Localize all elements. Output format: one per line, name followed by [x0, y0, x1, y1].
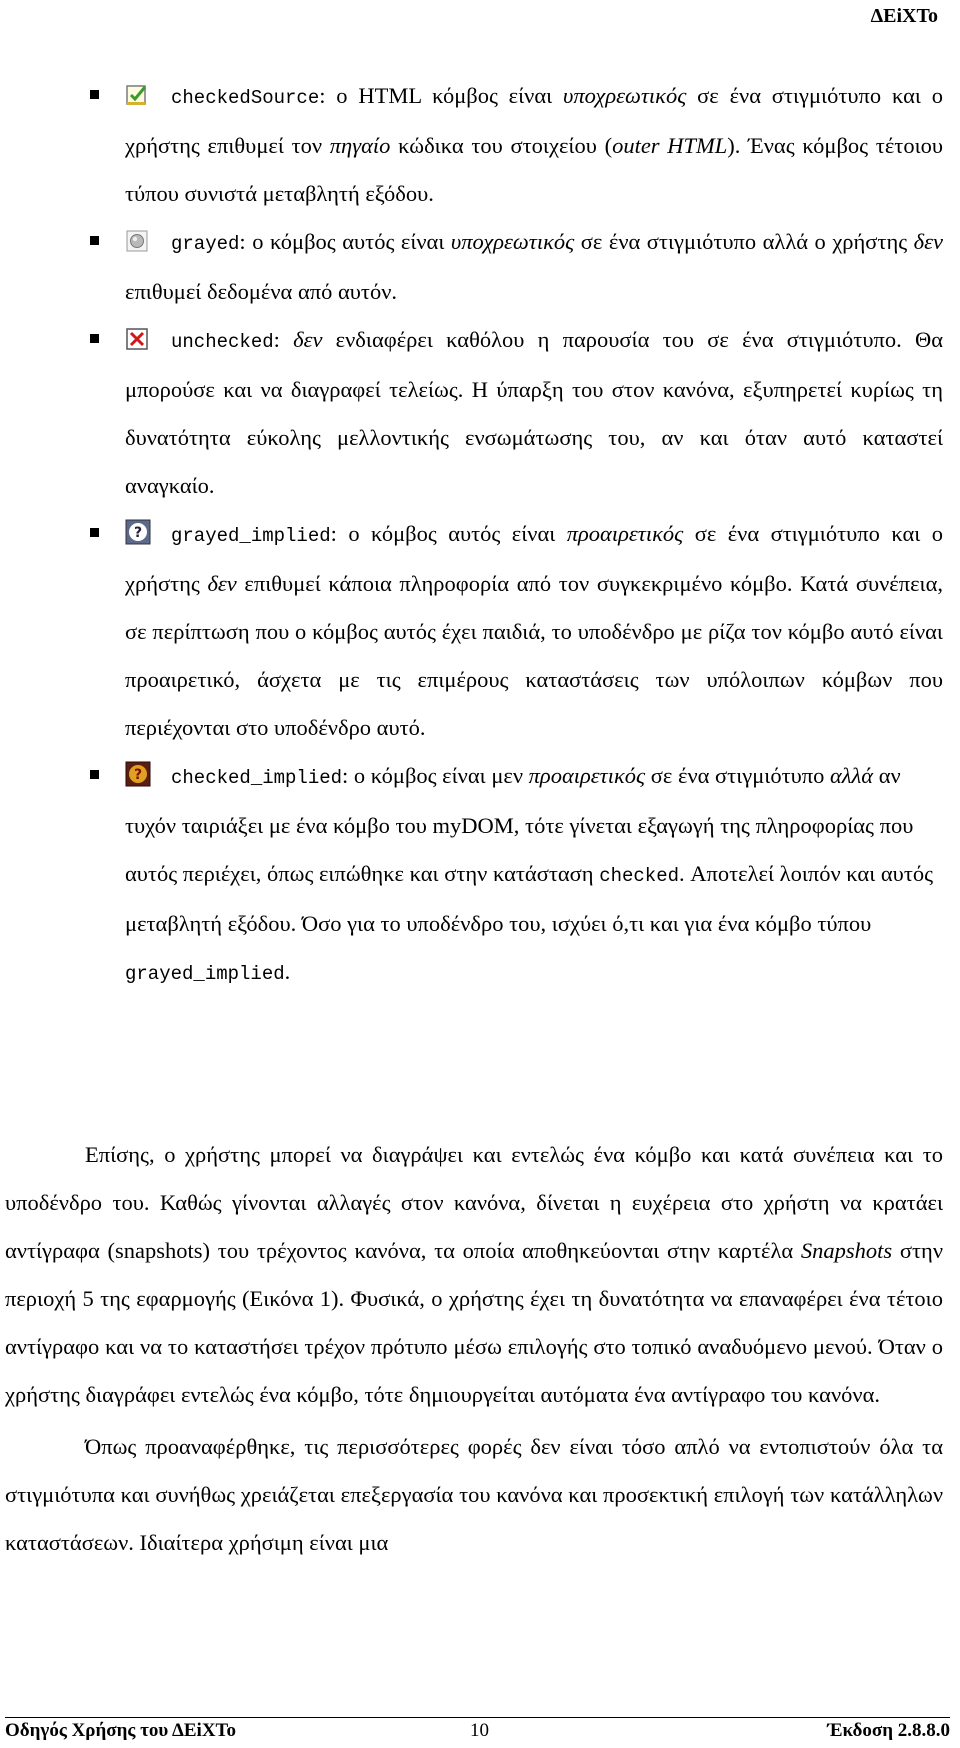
state-code: grayed_implied — [171, 525, 331, 547]
emphasis-text: δεν — [207, 571, 237, 596]
text-run: . — [284, 959, 291, 984]
list-item — [0, 316, 960, 510]
text-run: στην περιοχή 5 της εφαρμογής (Εικόνα 1). Φυσικά, ο χρήστης έχει τη δυνατότητα να επαναφέρει ένα τέτοιο αντίγραφο και να το καταστήσει τρέχον πρότυπο μέσω επιλογής στο τοπικό αναδυόμενο μενού. Όταν ο χρήστης διαγράφει εντελώς ένα κόμβο, τότε δημιουργείται αυτόματα ένα αντίγραφο του κανόνα. — [5, 1238, 943, 1407]
list-item — [0, 218, 960, 316]
bullet-icon — [90, 236, 99, 245]
text-run: κώδικα του στοιχείου ( — [390, 133, 613, 158]
emphasis-text: Snapshots — [800, 1238, 893, 1263]
text-run: ενδιαφέρει καθόλου η παρουσία του σε ένα στιγμιότυπο. Θα μπορούσε και να διαγραφεί τελείως. Η ύπαρξη του στον κανόνα, εξυπηρετεί κυρίως τη δυνατότητα εύκολης μελλοντικής ενσωμάτωσης του, αν και όταν αυτό καταστεί αναγκαίο. — [125, 327, 943, 498]
list-item — [0, 72, 960, 218]
footer-guide-title: Οδηγός Χρήσης του ΔΕiΧΤο — [5, 1720, 237, 1741]
text-run: σε ένα στιγμιότυπο και ο χρήστης — [125, 521, 943, 596]
list-item — [0, 510, 960, 752]
emphasis-text: προαιρετικός — [528, 763, 646, 788]
text-run: : ο κόμβος είναι μεν — [342, 763, 529, 788]
text-run: ). Ένας κόμβος τέτοιου τύπου συνιστά μεταβλητή εξόδου. — [125, 133, 944, 206]
paragraph — [5, 1423, 943, 1567]
text-run: : ο κόμβος αυτός είναι — [239, 229, 451, 254]
text-run: . Αποτελεί λοιπόν και αυτός μεταβλητή εξόδου. Όσο για το υποδένδρο του, ισχύει ό,τι και για ένα κόμβο τύπου — [125, 861, 934, 936]
item-text — [125, 510, 960, 752]
text-run: επιθυμεί δεδομένα από αυτόν. — [125, 279, 398, 304]
bullet-icon — [90, 334, 99, 343]
state-code: checkedSource — [171, 87, 320, 109]
text-run: : — [273, 327, 294, 352]
checked-implied-icon — [125, 756, 149, 783]
text-run: : ο HTML κόμβος είναι — [319, 83, 564, 108]
emphasis-text: πηγαίο — [329, 133, 391, 158]
paragraph — [5, 1131, 943, 1419]
code-text: grayed_implied — [125, 963, 285, 985]
item-text — [125, 752, 960, 998]
grayed-icon — [125, 222, 149, 246]
footer-version: Έκδοση 2.8.8.0 — [827, 1720, 950, 1741]
text-run: Επίσης, ο χρήστης μπορεί να διαγράψει και εντελώς ένα κόμβο και κατά συνέπεια και το υποδένδρο του. Καθώς γίνονται αλλαγές στον κανόνα, δίνεται η ευχέρεια στο χρήστη να κρατάει αντίγραφα (snapshots) του τρέχοντος κανόνα, τα οποία αποθηκεύονται στην καρτέλα — [5, 1142, 943, 1263]
bullet-icon — [90, 528, 99, 537]
emphasis-text: δεν — [913, 229, 943, 254]
item-text — [125, 72, 960, 218]
page-header-title: ΔΕiΧΤο — [870, 5, 938, 27]
grayed-implied-icon — [125, 514, 149, 541]
footer-divider — [5, 1717, 950, 1718]
text-run: σε ένα στιγμιότυπο αλλά ο χρήστης — [574, 229, 914, 254]
bullet-icon — [90, 90, 99, 99]
checked-source-icon — [125, 76, 149, 100]
svg-text:?: ? — [133, 767, 143, 783]
node-state-list — [0, 72, 960, 998]
svg-text:?: ? — [133, 525, 143, 541]
state-code: checked_implied — [171, 767, 343, 789]
item-text — [125, 316, 960, 510]
text-run: επιθυμεί κάποια πληροφορία από τον συγκεκριμένο κόμβο. Κατά συνέπεια, σε περίπτωση που ο κόμβος αυτός έχει παιδιά, το υποδένδρο με ρίζα τον κόμβο αυτό είναι προαιρετικό, άσχετα με τις επιμέρους καταστάσεις των υπόλοιπων κόμβων που περιέχονται στο υποδένδρο αυτό. — [125, 571, 943, 740]
text-run: αν τυχόν ταιριάξει με ένα κόμβο του myDOM, τότε γίνεται εξαγωγή της πληροφορίας που αυτός περιέχει, όπως ειπώθηκε και στην κατάσταση — [125, 763, 914, 886]
state-code: grayed — [171, 233, 240, 255]
emphasis-text: προαιρετικός — [566, 521, 684, 546]
state-code: unchecked — [171, 331, 274, 353]
emphasis-text: υποχρεωτικός — [450, 229, 575, 254]
emphasis-text: outer HTML — [612, 133, 728, 158]
text-run: σε ένα στιγμιότυπο — [645, 763, 830, 788]
item-text — [125, 218, 960, 316]
text-run: : ο κόμβος αυτός είναι — [330, 521, 567, 546]
emphasis-text: δεν — [293, 327, 323, 352]
emphasis-text: υποχρεωτικός — [563, 83, 687, 108]
text-run: σε ένα στιγμιότυπο και ο χρήστης επιθυμεί τον — [125, 83, 943, 158]
code-text: checked — [599, 865, 680, 887]
bullet-icon — [90, 770, 99, 779]
unchecked-icon — [125, 320, 149, 344]
list-item — [0, 752, 960, 998]
page-number: 10 — [470, 1720, 489, 1741]
emphasis-text: αλλά — [829, 763, 874, 788]
text-run: Όπως προαναφέρθηκε, τις περισσότερες φορές δεν είναι τόσο απλό να εντοπιστούν όλα τα στιγμιότυπα και συνήθως χρειάζεται επεξεργασία του κανόνα και προσεκτική επιλογή των κατάλληλων καταστάσεων. Ιδιαίτερα χρήσιμη είναι μια — [5, 1434, 943, 1555]
